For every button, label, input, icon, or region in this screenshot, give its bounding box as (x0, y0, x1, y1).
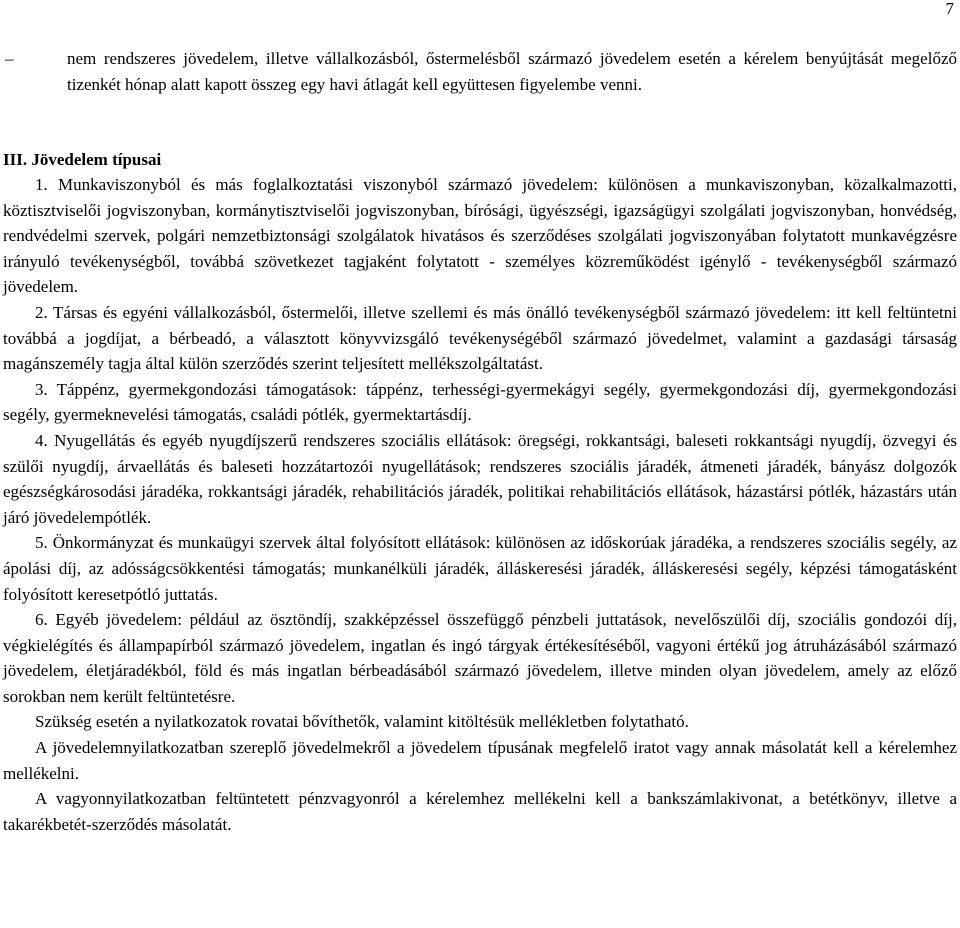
paragraph-income-type-4: 4. Nyugellátás és egyéb nyugdíjszerű rendszeres szociális ellátások: öregségi, rokkantsági, baleseti rokkantsági nyugdíj, özvegyi és szülői nyugdíj, árvaellátás és baleseti hozzátartozói nyugellátások; rendszeres szociális járadék, átmeneti járadék, bányász dolgozók egészségkárosodási járadéka, rokkantsági járadék, rehabilitációs járadék, politikai rehabilitációs ellátások, házastársi pótlék, házastárs után járó jövedelempótlék. (3, 430, 957, 527)
dash-item-text: nem rendszeres jövedelem, illetve vállalkozásból, őstermelésből származó jövedelem esetén a kérelem benyújtását megelőző tizenkét hónap alatt kapott összeg egy havi átlagát kell együttesen figyelembe venni. (67, 49, 957, 94)
paragraph-note-assets-docs: A vagyonnyilatkozatban feltüntetett pénzvagyonról a kérelemhez mellékelni kell a bankszámlakivonat, a betétkönyv, illetve a takarékbetét-szerződés másolatát. (3, 789, 957, 834)
section-heading: III. Jövedelem típusai (3, 150, 162, 169)
paragraph-income-type-6: 6. Egyéb jövedelem: például az ösztöndíj, szakképzéssel összefüggő pénzbeli juttatások, nevelőszülői díj, szociális gondozói díj, végkielégítés és állampapírból származó jövedelem, ingatlan és ingó tárgyak értékesítéséből, vagyoni értékű jog átruházásából származó jövedelem, életjáradékból, föld és más ingatlan bérbeadásából származó jövedelem, illetve minden olyan jövedelem, amely az előző sorokban nem került feltüntetésre. (3, 610, 957, 706)
dash-list-item (3, 46, 957, 97)
paragraph-income-type-5: 5. Önkormányzat és munkaügyi szervek által folyósított ellátások: különösen az időskorúak járadéka, a rendszeres szociális segély, az ápolási díj, az adósságcsökkentési támogatás; munkanélküli járadék, álláskeresési járadék, álláskeresési segély, képzési támogatásként folyósított keresetpótló juttatás. (3, 533, 957, 604)
paragraph-income-type-2: 2. Társas és egyéni vállalkozásból, őstermelői, illetve szellemi és más önálló tevékenységből származó jövedelem: itt kell feltüntetni továbbá a jogdíjat, a bérbeadó, a választott könyvvizsgáló tevékenységéből származó jövedelmet, valamint a gazdasági társaság magánszemély tagja által külön szerződés szerint teljesített mellékszolgáltatást. (3, 302, 957, 374)
section-body (3, 172, 957, 837)
paragraph-income-type-1: 1. Munkaviszonyból és más foglalkoztatási viszonyból származó jövedelem: különösen a munkaviszonyban, közalkalmazotti, köztisztviselői jogviszonyban, kormánytisztviselői jogviszonyban, bírósági, ügyészségi, igazságügyi szolgálati jogviszonyban, honvédség, rendvédelmi szervek, polgári nemzetbiztonsági szolgálatok hivatásos és szerződéses szolgálati jogviszonyában folytatott munkavégzésre irányuló tevékenységből, továbbá szövetkezet tagjaként folytatott - személyes közreműködést igénylő - tevékenységből származó jövedelem. (3, 175, 957, 297)
dash-marker: – (5, 49, 14, 68)
paragraph-note-extend: Szükség esetén a nyilatkozatok rovatai bővíthetők, valamint kitöltésük mellékletben folytatható. (35, 712, 689, 732)
paragraph-note-income-docs: A jövedelemnyilatkozatban szereplő jövedelmekről a jövedelem típusának megfelelő iratot vagy annak másolatát kell a kérelemhez mellékelni. (3, 738, 957, 783)
page-number: 7 (945, 0, 954, 18)
paragraph-income-type-3: 3. Táppénz, gyermekgondozási támogatások: táppénz, terhességi-gyermekágyi segély, gyermekgondozási díj, gyermekgondozási segély, gyermeknevelési támogatás, családi pótlék, gyermektartásdíj. (3, 379, 957, 425)
